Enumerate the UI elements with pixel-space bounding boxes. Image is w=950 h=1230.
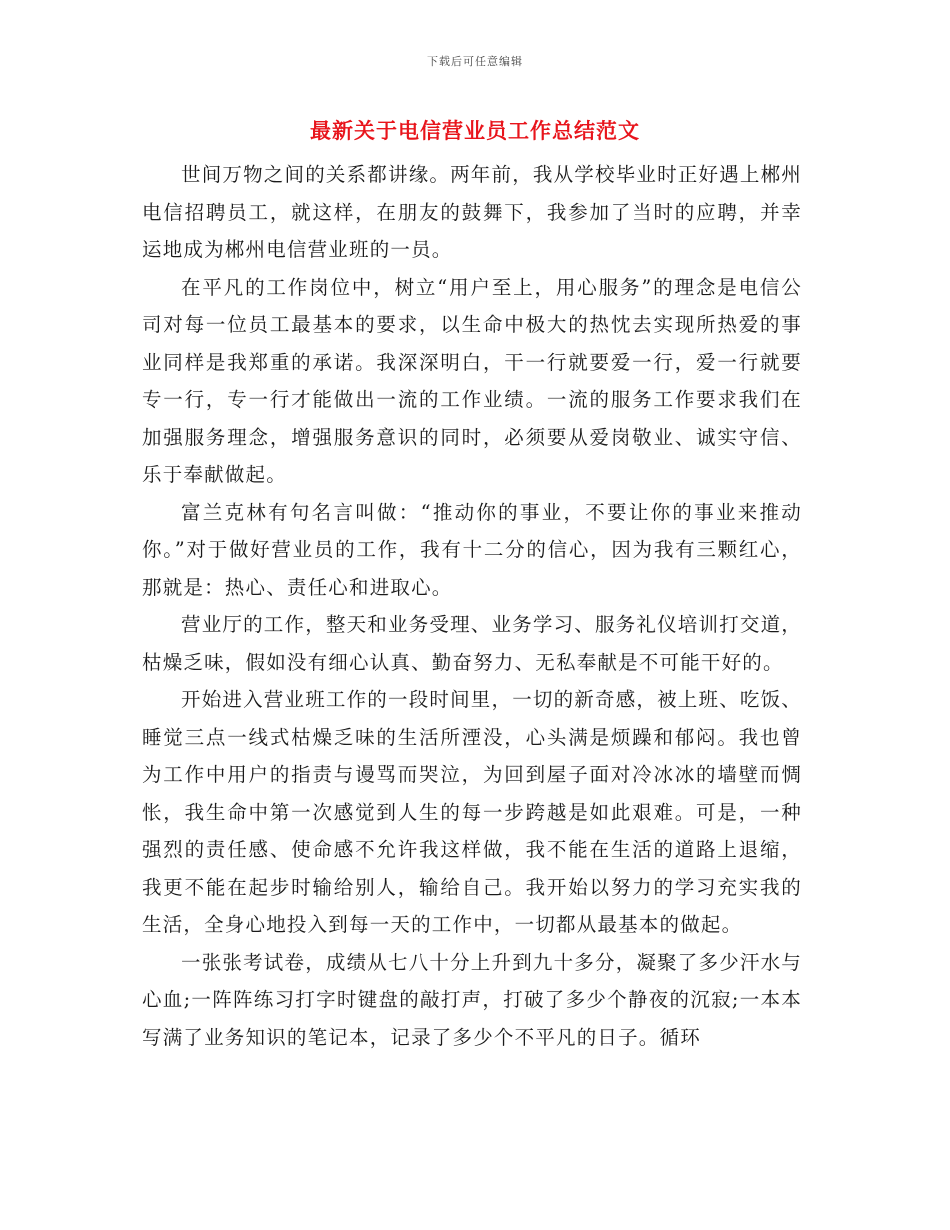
- paragraph-6: 一张张考试卷，成绩从七八十分上升到九十多分，凝聚了多少汗水与心血;一阵阵练习打字时键盘的敲打声，打破了多少个静夜的沉寂;一本本写满了业务知识的笔记本，记录了多少个不平凡的日子。循环: [142, 950, 803, 1049]
- document-body: [142, 156, 802, 1056]
- header-note: 下载后可任意编辑: [427, 55, 523, 68]
- paragraph-4: 营业厅的工作，整天和业务受理、业务学习、服务礼仪培训打交道，枯燥乏味，假如没有细心认真、勤奋努力、无私奉献是不可能干好的。: [142, 613, 803, 674]
- paragraph-5: 开始进入营业班工作的一段时间里，一切的新奇感，被上班、吃饭、睡觉三点一线式枯燥乏味的生活所湮没，心头满是烦躁和郁闷。我也曾为工作中用户的指责与谩骂而哭泣，为回到屋子面对冷冰冰的墙壁而惆怅，我生命中第一次感觉到人生的每一步跨越是如此艰难。可是，一种强烈的责任感、使命感不允许我这样做，我不能在生活的道路上退缩，我更不能在起步时输给别人，输给自己。我开始以努力的学习充实我的生活，全身心地投入到每一天的工作中，一切都从最基本的做起。: [142, 688, 803, 936]
- paragraph-3: 富兰克林有句名言叫做：“推动你的事业，不要让你的事业来推动你。”对于做好营业员的工作，我有十二分的信心，因为我有三颗红心，那就是：热心、责任心和进取心。: [142, 500, 802, 599]
- paragraph-1: 世间万物之间的关系都讲缘。两年前，我从学校毕业时正好遇上郴州电信招聘员工，就这样，在朋友的鼓舞下，我参加了当时的应聘，并幸运地成为郴州电信营业班的一员。: [142, 163, 803, 261]
- document-title: 最新关于电信营业员工作总结范文: [310, 118, 640, 143]
- paragraph-2: 在平凡的工作岗位中，树立“用户至上，用心服务”的理念是电信公司对每一位员工最基本的要求，以生命中极大的热忱去实现所热爱的事业同样是我郑重的承诺。我深深明白，干一行就要爱一行，爱一行就要专一行，专一行才能做出一流的工作业绩。一流的服务工作要求我们在加强服务理念，增强服务意识的同时，必须要从爱岗敬业、诚实守信、乐于奉献做起。: [142, 275, 802, 486]
